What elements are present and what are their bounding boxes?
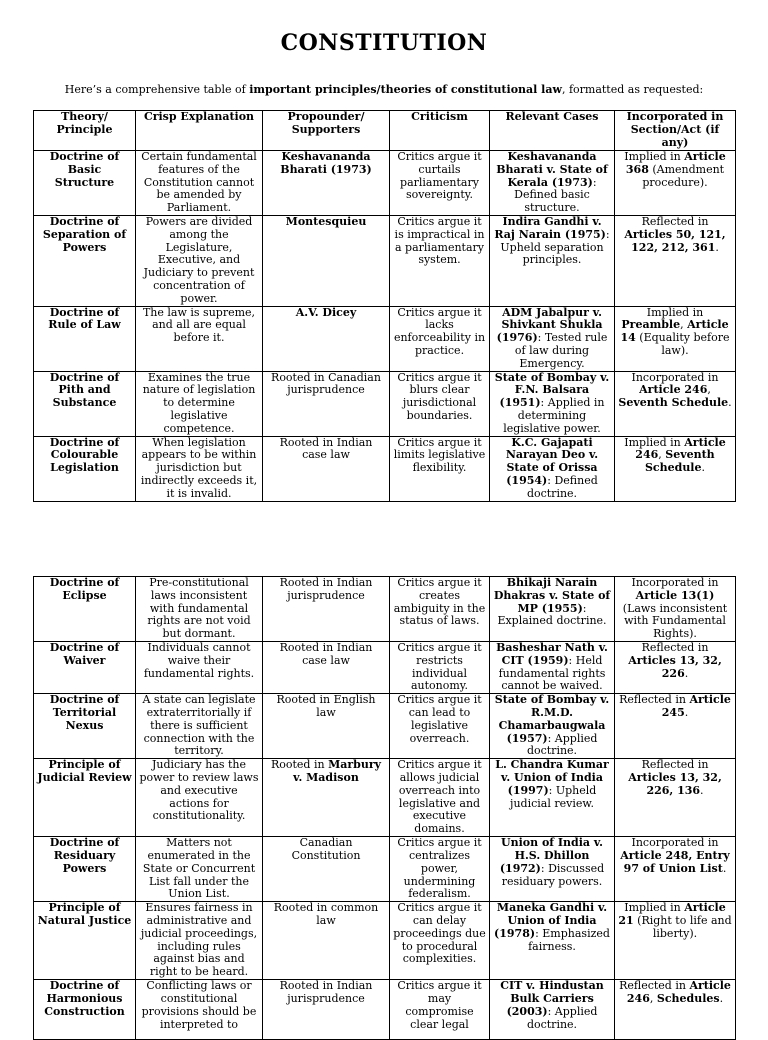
cell-incorporated: [615, 577, 736, 642]
text: (Amendment procedure).: [642, 162, 725, 189]
cell-criticism: Critics argue it creates ambiguity in the status of laws.: [390, 577, 490, 642]
bold-text: State of Bombay v. R.M.D. Chamarbaugwala (1957): [494, 693, 610, 745]
bold-text: Union of India v. H.S. Dhillon (1972): [499, 836, 603, 875]
bold-text: Article 246: [626, 979, 731, 1005]
table-row: [34, 436, 736, 501]
table-row: [34, 151, 736, 216]
cell-incorporated: [615, 694, 736, 759]
text: : Upheld judicial review.: [510, 783, 597, 810]
text: (Equality before law).: [635, 331, 730, 357]
bold-text: Articles 13, 32, 226, 136: [628, 770, 722, 797]
text: Implied in: [624, 436, 685, 449]
cell-propounder: [263, 759, 390, 837]
cell-cases: [490, 151, 615, 216]
header-explanation: Crisp Explanation: [136, 111, 263, 151]
cell-explanation: Individuals cannot waive their fundamental rights.: [136, 641, 263, 693]
cell-cases: [490, 577, 615, 642]
cell-incorporated: [615, 436, 736, 501]
text: .: [701, 461, 705, 475]
cell-cases: [490, 902, 615, 980]
cell-cases: [490, 371, 615, 436]
text: Reflected in: [641, 215, 709, 228]
bold-text: Article 248, Entry 97 of Union List: [620, 848, 730, 875]
text: .: [700, 783, 704, 797]
text: : Applied doctrine.: [526, 1004, 598, 1031]
text: ,: [658, 448, 666, 462]
text: : Discussed residuary powers.: [501, 861, 605, 888]
cell-cases: [490, 980, 615, 1040]
table-row: [34, 306, 736, 371]
text: Rooted in Indian jurisprudence: [279, 576, 373, 602]
bold-text: Seventh Schedule: [644, 448, 715, 475]
bold-text: Article 368: [625, 150, 726, 176]
cell-propounder: [263, 577, 390, 642]
cell-theory: Doctrine of Separation of Powers: [34, 215, 136, 306]
text: Rooted in Indian case law: [279, 436, 373, 462]
text: .: [728, 396, 732, 410]
cell-propounder: [263, 902, 390, 980]
text: Rooted in Canadian jurisprudence: [271, 371, 381, 397]
cell-criticism: Critics argue it restricts individual autonomy.: [390, 641, 490, 693]
bold-text: Article 246: [639, 383, 708, 397]
bold-text: K.C. Gajapati Narayan Deo v. State of Orissa (1954): [505, 436, 599, 487]
bold-text: Preamble: [621, 318, 681, 332]
cell-theory: Doctrine of Waiver: [34, 641, 136, 693]
cell-explanation: Ensures fairness in administrative and judicial proceedings, including rules against bias and right to be heard.: [136, 902, 263, 980]
cell-propounder: [263, 641, 390, 693]
header-theory: Theory/ Principle: [34, 111, 136, 151]
text: Rooted in Indian jurisprudence: [279, 979, 373, 1005]
cell-explanation: Matters not enumerated in the State or Concurrent List fall under the Union List.: [136, 837, 263, 902]
text: (Laws inconsistent with Fundamental Rights).: [622, 601, 728, 641]
text: Rooted in Indian case law: [279, 641, 373, 667]
header-propounder: Propounder/ Supporters: [263, 111, 390, 151]
text: ,: [680, 318, 688, 332]
cell-theory: Doctrine of Basic Structure: [34, 151, 136, 216]
intro-text-start: Here’s a comprehensive table of: [64, 83, 250, 96]
text: : Defined doctrine.: [526, 473, 598, 500]
table-row: [34, 371, 736, 436]
text: ,: [649, 991, 657, 1005]
intro-paragraph: [0, 83, 768, 96]
text: Incorporated in: [631, 371, 719, 384]
cell-incorporated: [615, 306, 736, 371]
text: : Upheld separation principles.: [500, 227, 610, 267]
bold-text: Maneka Gandhi v. Union of India (1978): [494, 901, 608, 940]
text: Implied in: [624, 150, 685, 163]
text: : Applied in determining legislative power.: [503, 396, 605, 435]
cell-theory: Doctrine of Residuary Powers: [34, 837, 136, 902]
cell-theory: Principle of Judicial Review: [34, 759, 136, 837]
page-title: CONSTITUTION: [280, 30, 488, 56]
cell-theory: Doctrine of Rule of Law: [34, 306, 136, 371]
cell-theory: Doctrine of Eclipse: [34, 577, 136, 642]
cell-criticism: Critics argue it allows judicial overreach into legislative and executive domains.: [390, 759, 490, 837]
text: .: [715, 240, 719, 254]
text: Rooted in common law: [273, 901, 379, 927]
bold-text: Articles 50, 121, 122, 212, 361: [624, 227, 726, 254]
cell-cases: [490, 306, 615, 371]
intro-text-end: , formatted as requested:: [561, 83, 704, 96]
cell-propounder: [263, 151, 390, 216]
cell-incorporated: [615, 759, 736, 837]
header-incorporated: Incorporated in Section/Act (if any): [615, 111, 736, 151]
table-row: [34, 577, 736, 642]
cell-criticism: Critics argue it can delay proceedings due to procedural complexities.: [390, 902, 490, 980]
cell-propounder: [263, 215, 390, 306]
bold-text: CIT v. Hindustan Bulk Carriers (2003): [500, 979, 604, 1018]
bold-text: Article 13(1): [635, 588, 715, 602]
table-row: [34, 694, 736, 759]
cell-explanation: Judiciary has the power to review laws and executive actions for constitutionality.: [136, 759, 263, 837]
text: .: [684, 666, 689, 680]
text: : Defined basic structure.: [514, 175, 597, 215]
table-row: [34, 641, 736, 693]
cell-incorporated: [615, 837, 736, 902]
text: Implied in: [624, 901, 685, 915]
cell-propounder: [263, 980, 390, 1040]
cell-theory: Doctrine of Pith and Substance: [34, 371, 136, 436]
table-body-part-1: [34, 151, 736, 502]
cell-incorporated: [615, 980, 736, 1040]
cell-theory: Doctrine of Territorial Nexus: [34, 694, 136, 759]
text: Reflected in: [641, 641, 709, 654]
bold-text: Articles 13, 32, 226: [628, 653, 722, 680]
bold-text: Article 14: [620, 318, 729, 345]
cell-criticism: Critics argue it limits legislative flexibility.: [390, 436, 490, 501]
cell-theory: Doctrine of Colourable Legislation: [34, 436, 136, 501]
cell-criticism: Critics argue it curtails parliamentary sovereignty.: [390, 151, 490, 216]
cell-theory: Principle of Natural Justice: [34, 902, 136, 980]
cell-incorporated: [615, 371, 736, 436]
cell-criticism: Critics argue it blurs clear jurisdictional boundaries.: [390, 371, 490, 436]
cell-explanation: Powers are divided among the Legislature, Executive, and Judiciary to prevent concentration of power.: [136, 215, 263, 306]
text: .: [719, 991, 724, 1005]
table-body-part-2: [34, 577, 736, 1040]
cell-propounder: [263, 837, 390, 902]
bold-text: Indira Gandhi v. Raj Narain (1975): [494, 215, 606, 241]
cell-explanation: Certain fundamental features of the Constitution cannot be amended by Parliament.: [136, 151, 263, 216]
table-row: [34, 759, 736, 837]
text: Rooted in English law: [276, 693, 376, 719]
cell-explanation: Pre-constitutional laws inconsistent with fundamental rights are not void but dormant.: [136, 577, 263, 642]
cell-propounder: [263, 436, 390, 501]
cell-explanation: When legislation appears to be within jurisdiction but indirectly exceeds it, it is invalid.: [136, 436, 263, 501]
text: Incorporated in: [631, 576, 719, 589]
table-row: [34, 215, 736, 306]
bold-text: Basheshar Nath v. CIT (1959): [496, 641, 608, 667]
bold-text: Keshavananda Bharati v. State of Kerala (1973): [496, 150, 608, 189]
bold-text: Marbury v. Madison: [293, 758, 382, 784]
text: : Emphasized fairness.: [528, 926, 610, 953]
bold-text: Bhikaji Narain Dhakras v. State of MP (1955): [493, 576, 611, 615]
cell-incorporated: [615, 215, 736, 306]
cell-cases: [490, 694, 615, 759]
text: Reflected in: [619, 693, 690, 707]
bold-text: Article 246: [635, 436, 726, 462]
cell-criticism: Critics argue it is impractical in a parliamentary system.: [390, 215, 490, 306]
cell-cases: [490, 215, 615, 306]
text: Incorporated in: [631, 836, 719, 850]
text: Canadian Constitution: [291, 836, 361, 862]
cell-criticism: Critics argue it may compromise clear legal: [390, 980, 490, 1040]
cell-criticism: Critics argue it lacks enforceability in practice.: [390, 306, 490, 371]
table-row: [34, 902, 736, 980]
cell-incorporated: [615, 641, 736, 693]
table-row: [34, 980, 736, 1040]
cell-cases: [490, 759, 615, 837]
text: .: [722, 861, 727, 875]
bold-text: ADM Jabalpur v. Shivkant Shukla (1976): [496, 306, 603, 345]
cell-propounder: [263, 694, 390, 759]
cell-cases: [490, 436, 615, 501]
bold-text: Article 245: [661, 693, 731, 719]
intro-text-emphasis: important principles/theories of constitutional law: [249, 83, 562, 96]
bold-text: Schedules: [656, 991, 720, 1005]
cell-incorporated: [615, 151, 736, 216]
text: : Held fundamental rights cannot be waived.: [498, 653, 606, 693]
cell-criticism: Critics argue it can lead to legislative overreach.: [390, 694, 490, 759]
bold-text: Montesquieu: [285, 215, 367, 228]
cell-explanation: The law is supreme, and all are equal before it.: [136, 306, 263, 371]
table-row: [34, 837, 736, 902]
text: Reflected in: [641, 758, 709, 772]
text: : Explained doctrine.: [497, 601, 607, 628]
cell-cases: [490, 641, 615, 693]
header-criticism: Criticism: [390, 111, 490, 151]
bold-text: L. Chandra Kumar v. Union of India (1997): [495, 758, 609, 797]
text: Implied in: [646, 306, 704, 319]
text: : Applied doctrine.: [526, 731, 598, 758]
text: .: [684, 705, 689, 719]
text: Rooted in: [270, 758, 329, 772]
text: ,: [707, 383, 711, 397]
bold-text: State of Bombay v. F.N. Balsara (1951): [494, 371, 610, 410]
cell-theory: Doctrine of Harmonious Construction: [34, 980, 136, 1040]
text: Reflected in: [619, 979, 690, 993]
bold-text: A.V. Dicey: [295, 306, 357, 319]
cell-propounder: [263, 371, 390, 436]
bold-text: Seventh Schedule: [618, 396, 729, 410]
text: : Tested rule of law during Emergency.: [514, 331, 608, 370]
cell-explanation: Examines the true nature of legislation to determine legislative competence.: [136, 371, 263, 436]
text: (Right to life and liberty).: [633, 913, 732, 940]
cell-explanation: Conflicting laws or constitutional provisions should be interpreted to: [136, 980, 263, 1040]
header-cases: Relevant Cases: [490, 111, 615, 151]
principles-table-part-1: [33, 110, 736, 502]
cell-explanation: A state can legislate extraterritorially if there is sufficient connection with the territory.: [136, 694, 263, 759]
cell-propounder: [263, 306, 390, 371]
bold-text: Article 21: [618, 901, 726, 927]
cell-criticism: Critics argue it centralizes power, undermining federalism.: [390, 837, 490, 902]
principles-table-part-2: [33, 576, 736, 1040]
bold-text: Keshavananda Bharati (1973): [280, 150, 372, 176]
table-header-row: [34, 111, 736, 151]
cell-incorporated: [615, 902, 736, 980]
cell-cases: [490, 837, 615, 902]
